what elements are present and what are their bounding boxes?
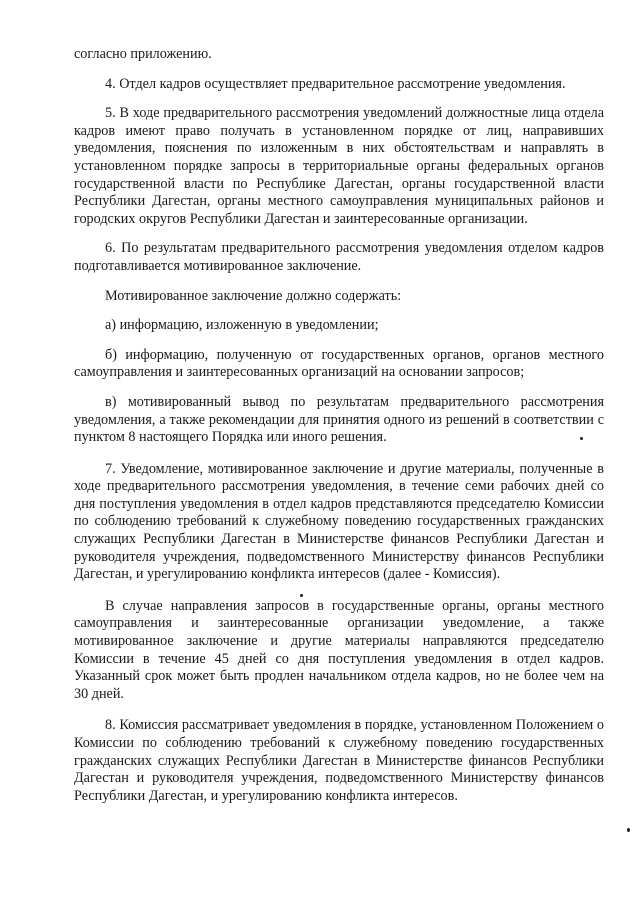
paragraph-continuation: согласно приложению.: [74, 46, 212, 62]
paragraph-request-case: В случае направления запросов в государственные органы, органы местного самоуправления и заинтересованные организации уведомление, а также мотивированное заключение и другие материалы направляются председателю Комиссии в течение 45 дней со дня поступления уведомления в отдел кадров. Указанный срок может быть продлен начальником отдела кадров, но не более чем на 30 дней.: [74, 597, 604, 702]
scan-speck: [627, 828, 630, 832]
paragraph-conclusion-intro: Мотивированное заключение должно содержать:: [105, 287, 402, 304]
document-page: [74, 46, 604, 817]
paragraph-item-5: 5. В ходе предварительного рассмотрения уведомлений должностные лица отдела кадров имеют право получать в установленном порядке от лиц, направивших уведомления, пояснения по изложенным в них обстоятельствам и направлять в установленном порядке запросы в территориальные органы федеральных органов государственной власти по Республике Дагестан, органы государственной власти Республики Дагестан, органы местного самоуправления муниципальных районов и городских округов Республики Дагестан и заинтересованные организации.: [74, 105, 604, 227]
scan-speck: [580, 437, 583, 440]
paragraph-item-8: 8. Комиссия рассматривает уведомления в порядке, установленном Положением о Комиссии по соблюдению требований к служебному поведению государственных гражданских служащих Республики Дагестан в Министерстве финансов Республики Дагестан и руководителя учреждения, подведомственного Министерству финансов Республики Дагестан, и урегулированию конфликта интересов.: [74, 717, 604, 804]
paragraph-item-6: 6. По результатам предварительного рассмотрения уведомления отделом кадров подготавливается мотивированное заключение.: [74, 240, 604, 274]
paragraph-item-4: 4. Отдел кадров осуществляет предварительное рассмотрение уведомления.: [105, 75, 566, 92]
paragraph-subitem-b: б) информацию, полученную от государственных органов, органов местного самоуправления и заинтересованных организаций на основании запросов;: [74, 346, 604, 381]
paragraph-subitem-a: а) информацию, изложенную в уведомлении;: [105, 317, 379, 334]
scan-speck: [300, 594, 303, 597]
paragraph-item-7: 7. Уведомление, мотивированное заключение и другие материалы, полученные в ходе предварительного рассмотрения уведомления, в течение семи рабочих дней со дня поступления уведомления в отдел кадров представляются председателю Комиссии по соблюдению требований к служебному поведению государственных гражданских служащих Республики Дагестан в Министерстве финансов Республики Дагестан и руководителя учреждения, подведомственного Министерству финансов Республики Дагестан, и урегулированию конфликта интересов (далее - Комиссия).: [74, 460, 604, 583]
paragraph-subitem-v: в) мотивированный вывод по результатам предварительного рассмотрения уведомления, а также рекомендации для принятия одного из решений в соответствии с пунктом 8 настоящего Порядка или иного решения.: [74, 393, 604, 446]
